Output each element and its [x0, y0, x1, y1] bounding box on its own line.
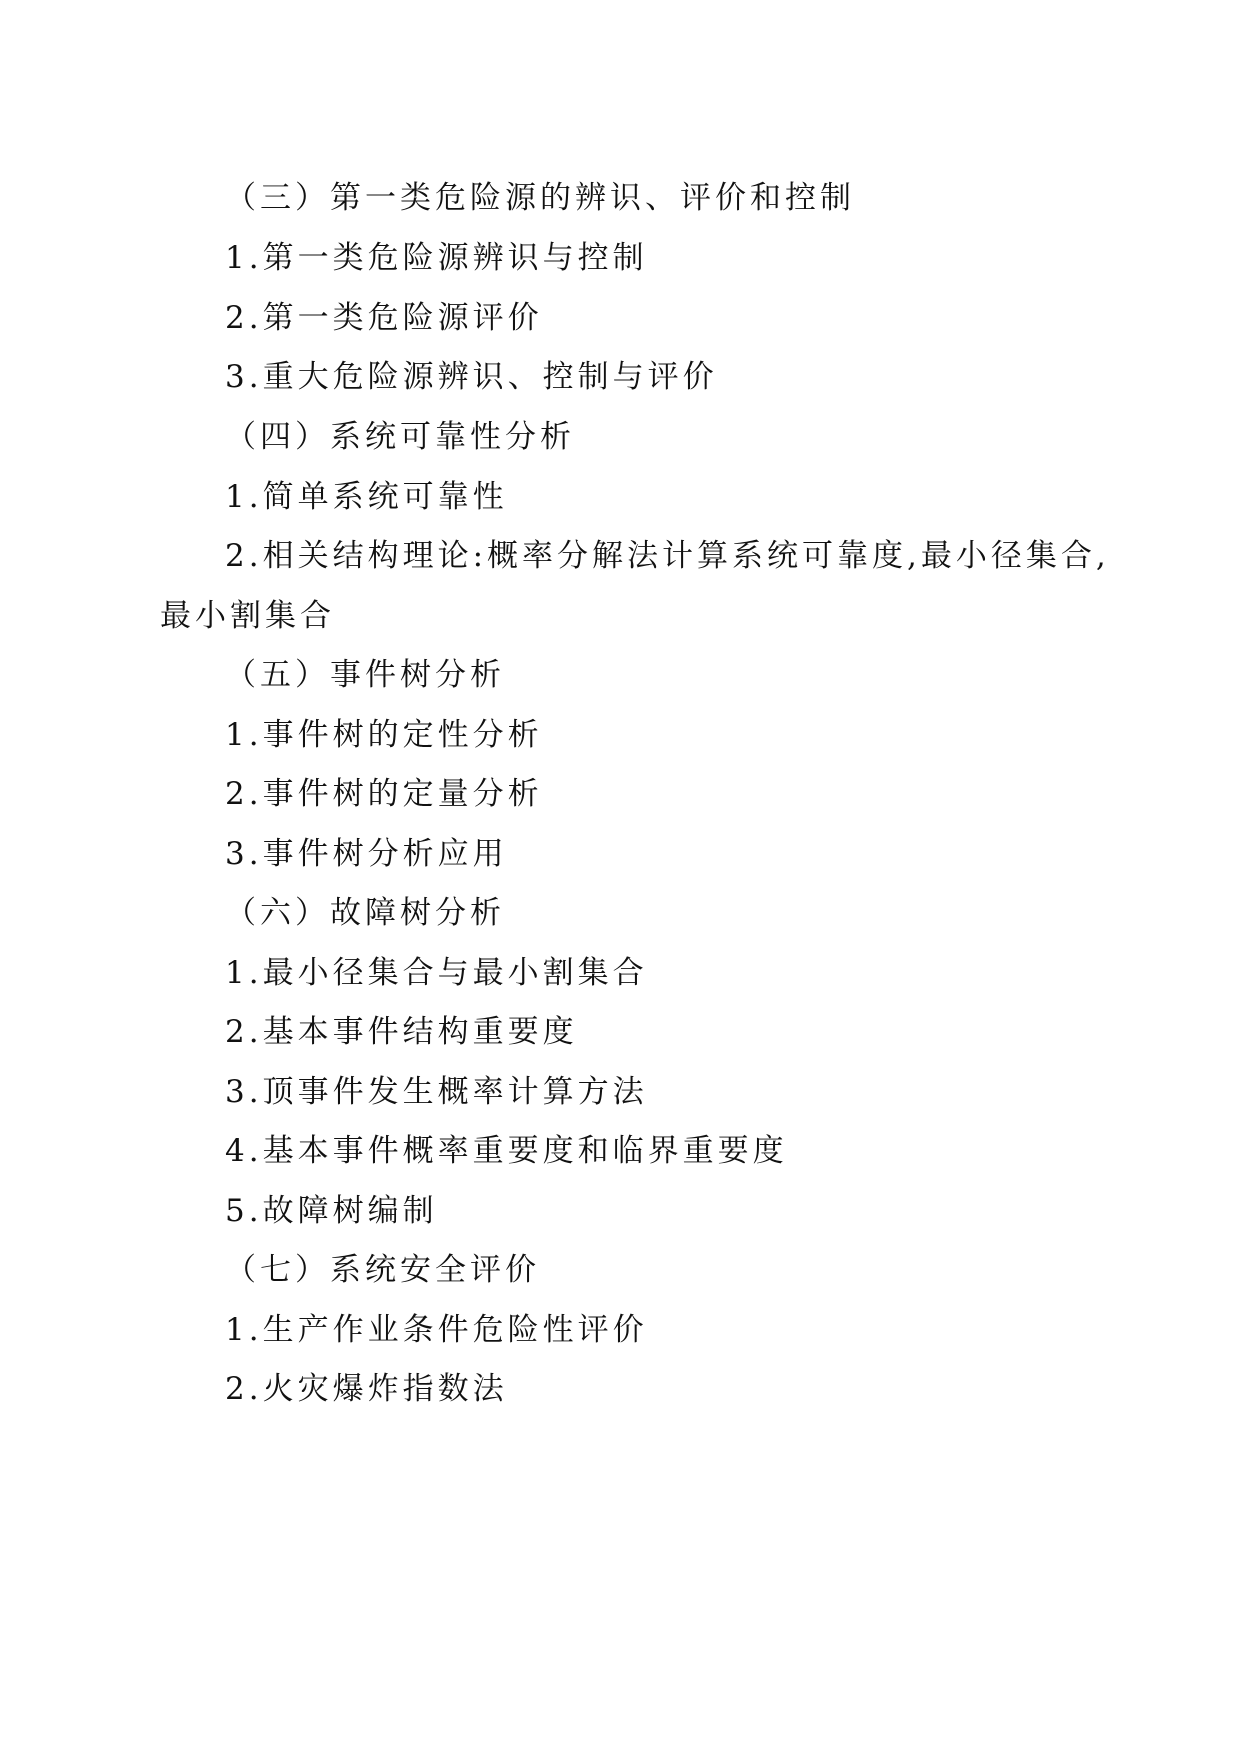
- section-heading-6: （六）故障树分析: [225, 895, 505, 931]
- list-item: 3.事件树分析应用: [225, 836, 508, 872]
- section-heading-7: （七）系统安全评价: [225, 1252, 540, 1288]
- list-item: 1.事件树的定性分析: [225, 717, 543, 753]
- list-item: 2.事件树的定量分析: [225, 776, 543, 812]
- list-item: 5.故障树编制: [225, 1193, 438, 1229]
- list-item: 4.基本事件概率重要度和临界重要度: [225, 1133, 788, 1169]
- list-item: 3.顶事件发生概率计算方法: [225, 1074, 648, 1110]
- list-item: 2.第一类危险源评价: [225, 300, 543, 336]
- list-item: 2.基本事件结构重要度: [225, 1014, 578, 1050]
- section-heading-4: （四）系统可靠性分析: [225, 419, 575, 455]
- list-item-continuation: 最小割集合: [160, 598, 335, 634]
- section-heading-3: （三）第一类危险源的辨识、评价和控制: [225, 180, 855, 216]
- list-item: 2.相关结构理论:概率分解法计算系统可靠度,最小径集合,: [225, 538, 1110, 574]
- section-heading-5: （五）事件树分析: [225, 657, 505, 693]
- list-item: 1.生产作业条件危险性评价: [225, 1312, 648, 1348]
- list-item: 3.重大危险源辨识、控制与评价: [225, 359, 718, 395]
- list-item: 2.火灾爆炸指数法: [225, 1371, 508, 1407]
- list-item: 1.最小径集合与最小割集合: [225, 955, 648, 991]
- list-item: 1.第一类危险源辨识与控制: [225, 240, 648, 276]
- list-item: 1.简单系统可靠性: [225, 479, 508, 515]
